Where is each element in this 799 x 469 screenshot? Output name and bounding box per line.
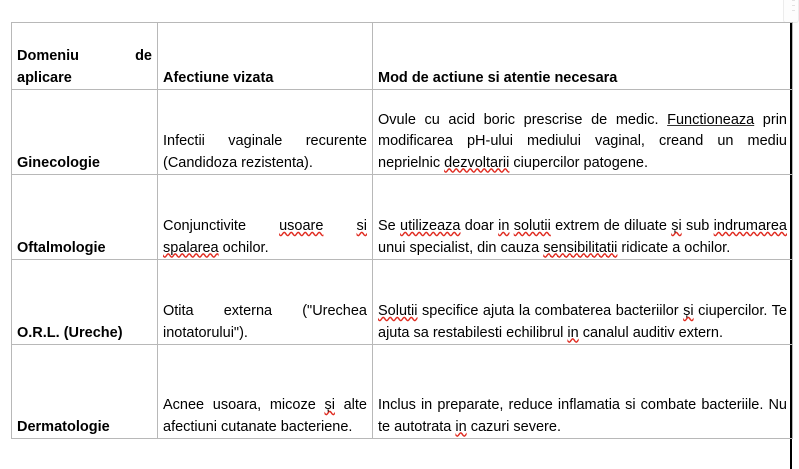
cell-text-run: ciupercilor. Te ajuta sa restabilesti echilibrul (378, 303, 787, 341)
cell-affliction (158, 175, 373, 260)
cell-text-run: ridicate a ochilor. (617, 239, 731, 256)
spellcheck-underlined-word: usoare (279, 218, 324, 235)
cell-domain: Oftalmologie (12, 175, 158, 260)
cell-text-run: Se (378, 218, 401, 235)
table-row (12, 260, 793, 345)
cell-text-run: ochilor. (218, 239, 269, 256)
spellcheck-underlined-word: indrumarea (713, 218, 787, 235)
cell-action (373, 260, 793, 345)
header-domain-line3: aplicare (17, 69, 72, 86)
cell-text-run (323, 218, 356, 234)
cell-text-run: canalul auditiv extern. (578, 324, 723, 341)
cell-text-run: unui specialist, din cauza (378, 239, 544, 256)
spellcheck-underlined-word: in (455, 418, 467, 435)
cell-affliction: Otita externa ("Urechea inotatorului"). (158, 260, 373, 345)
cell-text-run: Inclus in preparate, reduce inflamatia si combate bacteriile. Nu te autotrata (378, 397, 787, 435)
cell-domain: O.R.L. (Ureche) (12, 260, 158, 345)
cell-text-run: extrem de diluate (550, 218, 672, 235)
header-cell-domain (12, 23, 158, 90)
spellcheck-underlined-word: si (356, 218, 367, 235)
grammar-underlined-word: Functioneaza (667, 111, 755, 128)
cell-affliction (158, 345, 373, 439)
cell-text-run: specifice ajuta la combaterea bacteriilor (417, 303, 684, 320)
table-row (12, 175, 793, 260)
header-domain-line1 (17, 46, 152, 67)
cell-affliction: Infectii vaginale recurente (Candidoza rezistenta). (158, 90, 373, 175)
cell-text-run: cazuri severe. (466, 418, 561, 435)
cell-action (373, 90, 793, 175)
table-row (12, 345, 793, 439)
cell-text-run: doar (460, 218, 499, 235)
spellcheck-underlined-word: utilizeaza (400, 218, 461, 235)
spellcheck-underlined-word: Solutii (378, 303, 418, 320)
application-domains-table (11, 22, 793, 439)
cell-text-run: alte afectiuni cutanate bacteriene. (163, 397, 367, 435)
cell-domain: Dermatologie (12, 345, 158, 439)
header-domain-word-2: de (135, 48, 152, 65)
cell-text-run: Ovule cu acid boric prescrise de medic. (378, 111, 668, 128)
header-cell-action: Mod de actiune si atentie necesara (373, 23, 793, 90)
cell-action (373, 345, 793, 439)
corner-widget-line (792, 5, 795, 6)
spellcheck-underlined-word: și (683, 303, 694, 320)
cell-action (373, 175, 793, 260)
spellcheck-underlined-word: in (498, 218, 510, 235)
header-cell-affliction: Afectiune vizata (158, 23, 373, 90)
cell-text-run: ciupercilor patogene. (509, 154, 649, 171)
table-row (12, 90, 793, 175)
cell-text-run: Conjunctivite (163, 218, 280, 235)
cell-text-run: sub (681, 218, 714, 235)
corner-widget-line (792, 10, 795, 11)
corner-widget-line (792, 0, 795, 1)
cell-text-run: prin modificarea pH-ului mediului vaginal, creand un mediu neprielnic (378, 111, 787, 171)
spellcheck-underlined-word: spalarea (163, 239, 219, 256)
cell-text-run: Acnee usoara, micoze (163, 397, 325, 414)
spellcheck-underlined-word: in (567, 324, 579, 341)
spellcheck-underlined-word: și (324, 397, 335, 414)
cell-domain: Ginecologie (12, 90, 158, 175)
spellcheck-underlined-word: sensibilitatii (543, 239, 618, 256)
clipped-corner-widget (783, 0, 799, 23)
spellcheck-underlined-word: dezvoltarii (444, 154, 510, 171)
spellcheck-underlined-word: și (671, 218, 682, 235)
header-domain-word-1: Domeniu (17, 48, 80, 65)
table-header-row (12, 23, 793, 90)
table-body (12, 23, 793, 439)
spellcheck-underlined-word: solutii (513, 218, 551, 235)
